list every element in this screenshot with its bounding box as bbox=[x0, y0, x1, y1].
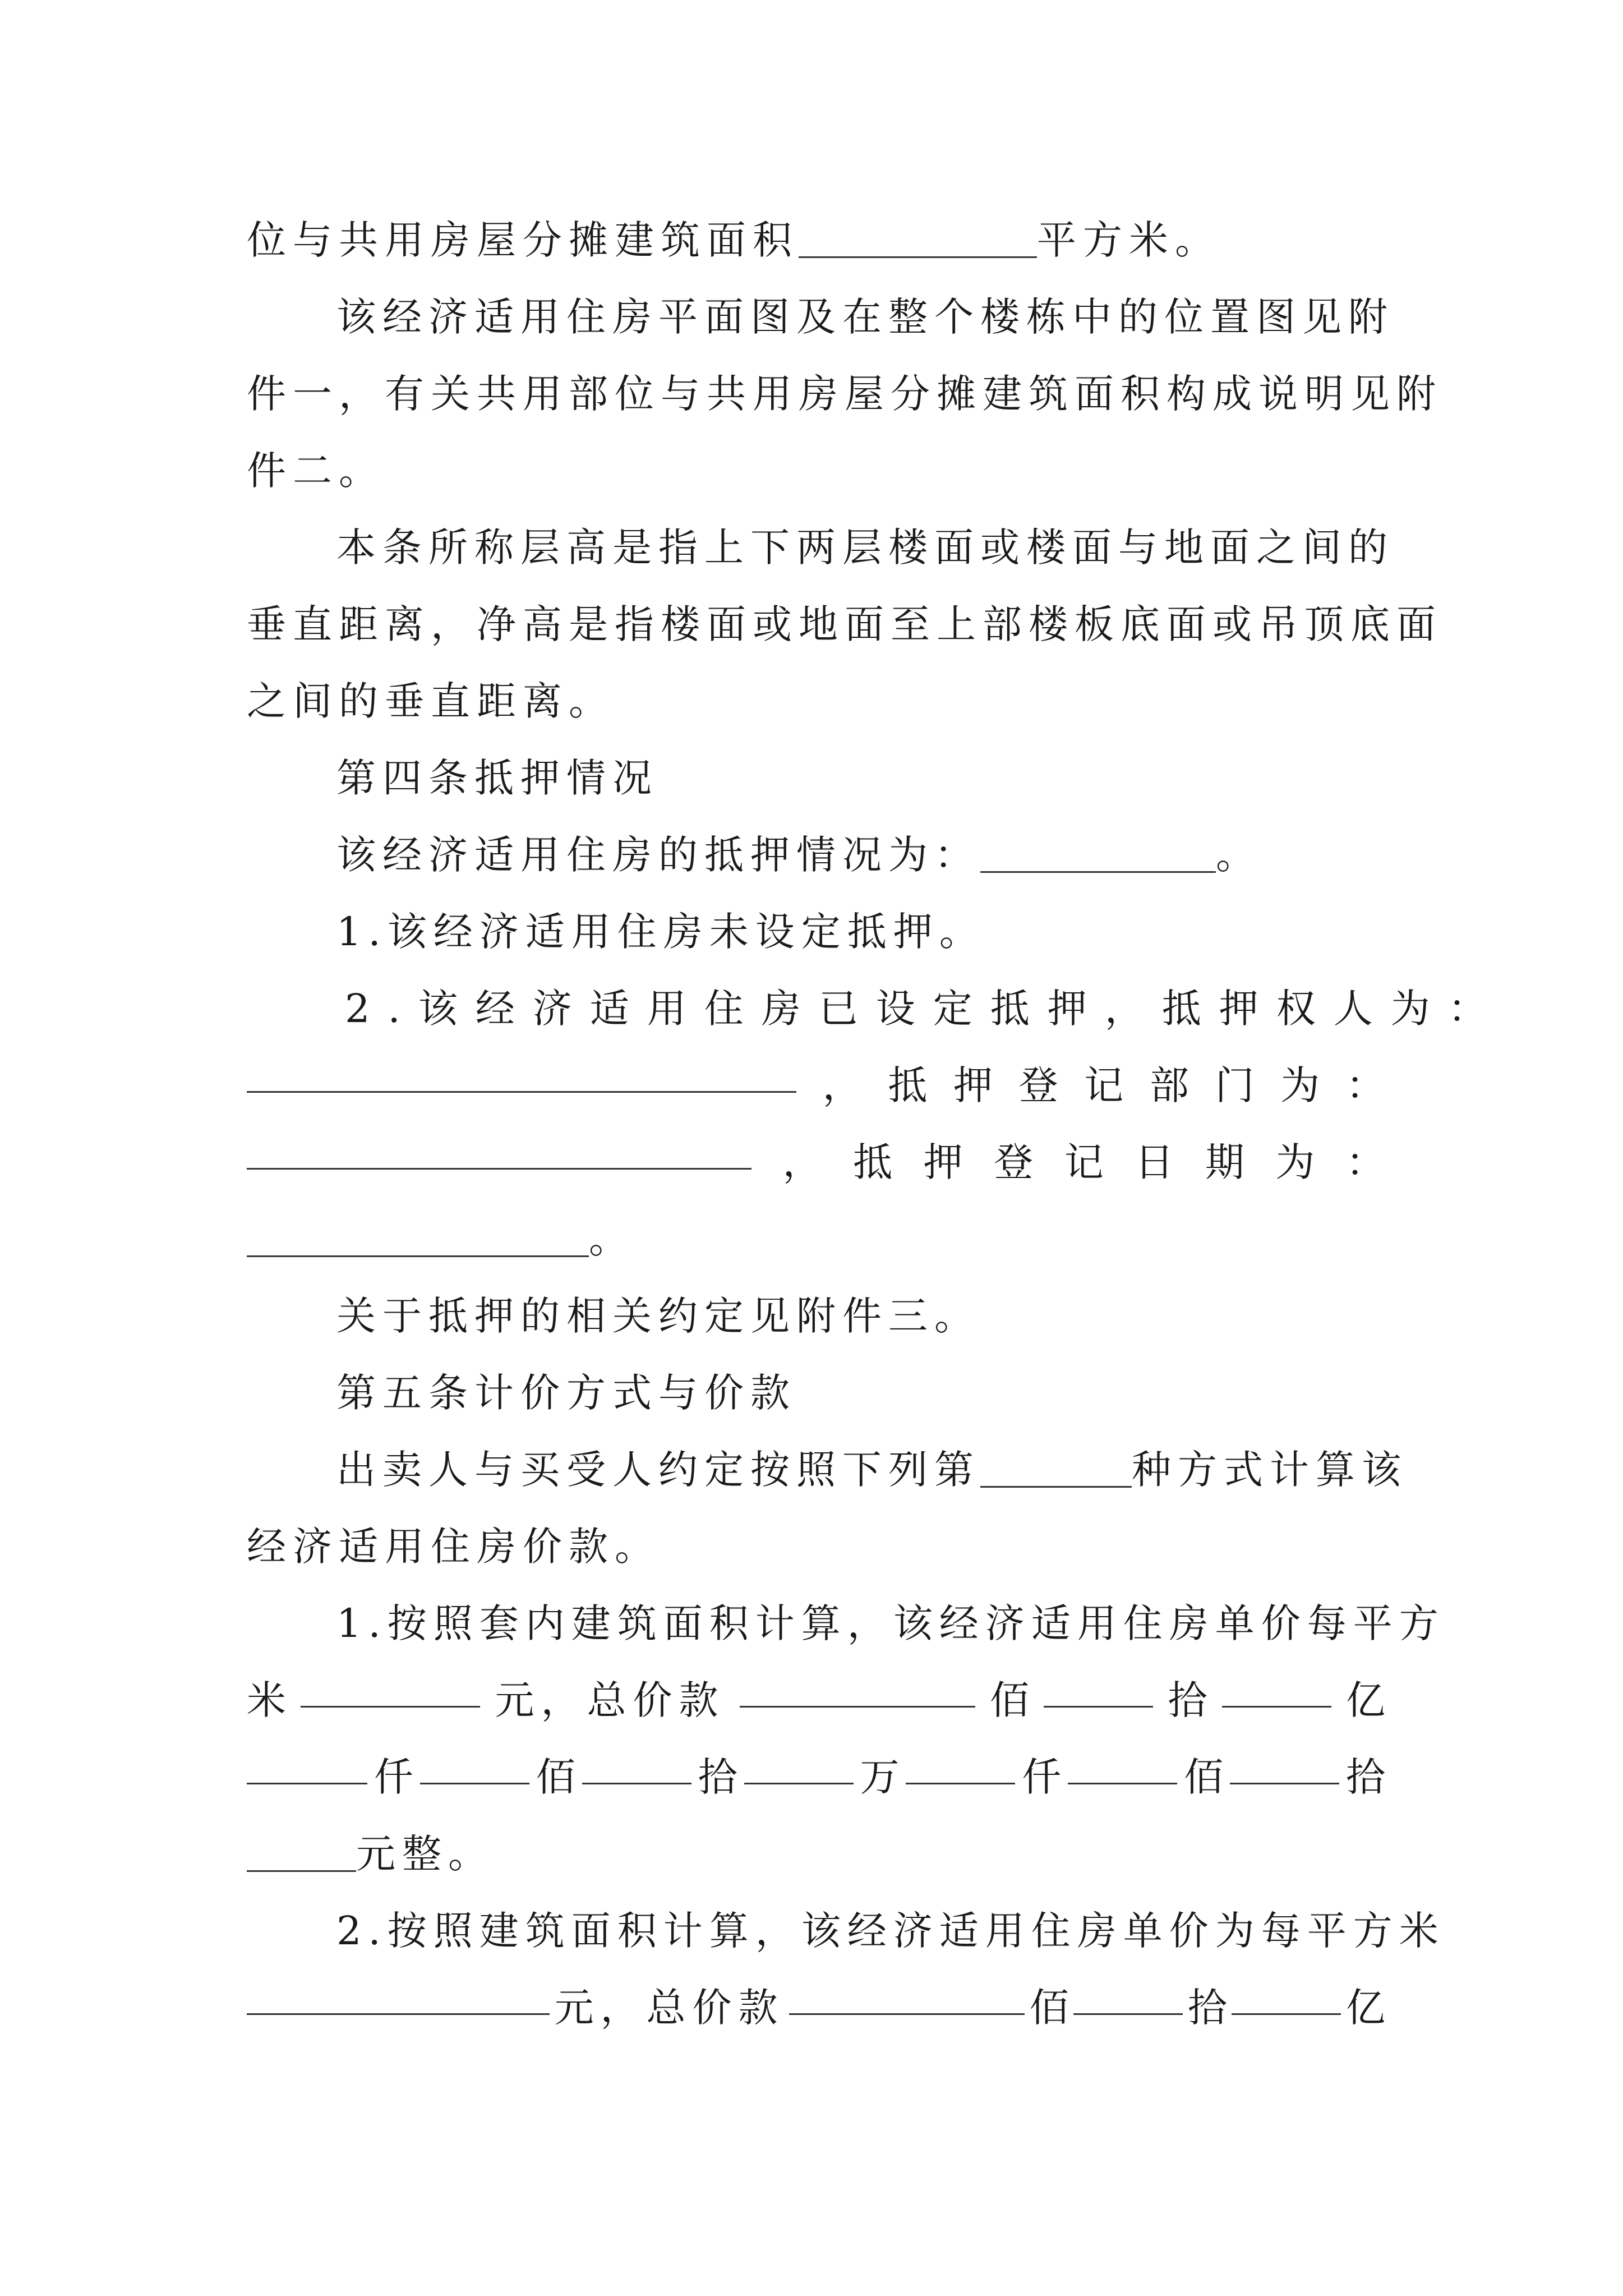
text-line bbox=[247, 1585, 1445, 1662]
text-line bbox=[247, 663, 1385, 740]
char: 门 bbox=[1215, 1062, 1255, 1108]
blank-field[interactable] bbox=[420, 1739, 529, 1784]
text: 第五条计价方式与价款 bbox=[336, 1370, 796, 1416]
blank-field[interactable] bbox=[980, 1442, 1132, 1488]
text: 第四条抵押情况 bbox=[336, 755, 658, 801]
text-line-justified bbox=[247, 1662, 1385, 1739]
text-line-justified bbox=[247, 1124, 1385, 1201]
text-line-justified bbox=[247, 1739, 1385, 1816]
blank-field[interactable] bbox=[247, 1124, 751, 1170]
char: ， bbox=[782, 1139, 822, 1185]
char: 记 bbox=[1064, 1139, 1104, 1185]
text: 本条所称层高是指上下两层楼面或楼面与地面之间的 bbox=[336, 524, 1394, 570]
section-heading bbox=[247, 1355, 1385, 1432]
text: 仟 bbox=[1022, 1754, 1062, 1800]
blank-field[interactable] bbox=[1073, 1970, 1183, 2015]
text: 关于抵押的相关约定见附件三。 bbox=[336, 1293, 980, 1339]
text: 佰 bbox=[990, 1677, 1029, 1723]
char: 部 bbox=[1149, 1062, 1189, 1108]
text-line bbox=[247, 1508, 1385, 1585]
text: 仟 bbox=[374, 1754, 413, 1800]
blank-field[interactable] bbox=[799, 213, 1037, 258]
char: ： bbox=[1345, 1062, 1385, 1108]
blank-field[interactable] bbox=[744, 1739, 854, 1784]
text: 佰 bbox=[1184, 1754, 1224, 1800]
char: 登 bbox=[1018, 1062, 1058, 1108]
text: 经济适用住房价款。 bbox=[247, 1524, 661, 1570]
text: 件一，有关共用部位与共用房屋分摊建筑面积构成说明见附 bbox=[247, 371, 1442, 417]
blank-field[interactable] bbox=[1068, 1739, 1177, 1784]
text: 佰 bbox=[1029, 1985, 1069, 2031]
char: ： bbox=[1345, 1139, 1385, 1185]
text: 种方式计算该 bbox=[1132, 1447, 1408, 1493]
text: 亿 bbox=[1345, 1985, 1385, 2031]
text-line bbox=[247, 356, 1442, 432]
char: 抵 bbox=[888, 1062, 928, 1108]
text: 拾 bbox=[698, 1754, 737, 1800]
char: ， bbox=[822, 1062, 862, 1108]
blank-field[interactable] bbox=[1230, 1739, 1339, 1784]
char: 记 bbox=[1084, 1062, 1124, 1108]
blank-field[interactable] bbox=[906, 1739, 1015, 1784]
text: 该经济适用住房平面图及在整个楼栋中的位置图见附 bbox=[336, 294, 1394, 340]
blank-field[interactable] bbox=[1044, 1662, 1153, 1708]
char: 押 bbox=[923, 1139, 963, 1185]
text: 垂直距离，净高是指楼面或地面至上部楼板底面或吊顶底面 bbox=[247, 601, 1442, 647]
blank-field[interactable] bbox=[582, 1739, 691, 1784]
blank-field[interactable] bbox=[247, 1970, 550, 2015]
blank-field[interactable] bbox=[1222, 1662, 1331, 1708]
char: 登 bbox=[994, 1139, 1034, 1185]
char: 抵 bbox=[853, 1139, 893, 1185]
char: 为 bbox=[1275, 1139, 1315, 1185]
text-line bbox=[247, 202, 1385, 279]
blank-field[interactable] bbox=[247, 1212, 589, 1257]
text: 该经济适用住房的抵押情况为： bbox=[336, 832, 980, 878]
text: 拾 bbox=[1168, 1677, 1207, 1723]
text-line bbox=[247, 817, 1385, 894]
char: 押 bbox=[953, 1062, 993, 1108]
blank-field[interactable] bbox=[301, 1662, 480, 1708]
char: 为 bbox=[1280, 1062, 1320, 1108]
text: 1.该经济适用住房未设定抵押。 bbox=[336, 909, 985, 955]
text: 。 bbox=[589, 1216, 635, 1262]
text-line bbox=[247, 1432, 1408, 1508]
text-line bbox=[247, 1278, 1385, 1355]
text: 件二。 bbox=[247, 448, 385, 494]
text-line bbox=[247, 586, 1442, 663]
text-line bbox=[247, 432, 1385, 509]
text-line bbox=[247, 970, 1505, 1047]
blank-field[interactable] bbox=[740, 1662, 975, 1708]
text-line bbox=[247, 894, 1385, 970]
text: 元，总价款 bbox=[554, 1985, 785, 2031]
text: 佰 bbox=[536, 1754, 575, 1800]
text-line bbox=[247, 1816, 1385, 1893]
text: 之间的垂直距离。 bbox=[247, 678, 615, 724]
blank-field[interactable] bbox=[1232, 1970, 1341, 2015]
blank-field[interactable] bbox=[247, 1826, 356, 1872]
text: 万 bbox=[860, 1754, 900, 1800]
text-line bbox=[247, 279, 1394, 356]
text-line-justified bbox=[247, 1970, 1385, 2046]
text: 平方米。 bbox=[1037, 217, 1221, 263]
document-page bbox=[247, 202, 1505, 2046]
text-line-justified bbox=[247, 1047, 1385, 1124]
text: 出卖人与买受人约定按照下列第 bbox=[336, 1447, 980, 1493]
text: 。 bbox=[1216, 832, 1262, 878]
char: 日 bbox=[1135, 1139, 1174, 1185]
text: 拾 bbox=[1345, 1754, 1385, 1800]
text: 2.该经济适用住房已设定抵押，抵押权人为： bbox=[345, 986, 1505, 1032]
text: 2.按照建筑面积计算，该经济适用住房单价为每平方米 bbox=[336, 1908, 1445, 1954]
text: 元，总价款 bbox=[495, 1677, 725, 1723]
text-line bbox=[247, 1201, 1385, 1278]
blank-field[interactable] bbox=[980, 827, 1216, 873]
text: 亿 bbox=[1346, 1677, 1385, 1723]
text: 位与共用房屋分摊建筑面积 bbox=[247, 217, 799, 263]
text-line bbox=[247, 509, 1394, 586]
section-heading bbox=[247, 740, 1385, 817]
blank-field[interactable] bbox=[247, 1047, 796, 1093]
text-line bbox=[247, 1893, 1445, 1970]
text: 拾 bbox=[1187, 1985, 1227, 2031]
blank-field[interactable] bbox=[247, 1739, 367, 1784]
text: 米 bbox=[247, 1677, 286, 1723]
blank-field[interactable] bbox=[789, 1970, 1025, 2015]
text: 元整。 bbox=[356, 1831, 494, 1877]
char: 期 bbox=[1205, 1139, 1244, 1185]
text: 1.按照套内建筑面积计算，该经济适用住房单价每平方 bbox=[336, 1600, 1445, 1646]
